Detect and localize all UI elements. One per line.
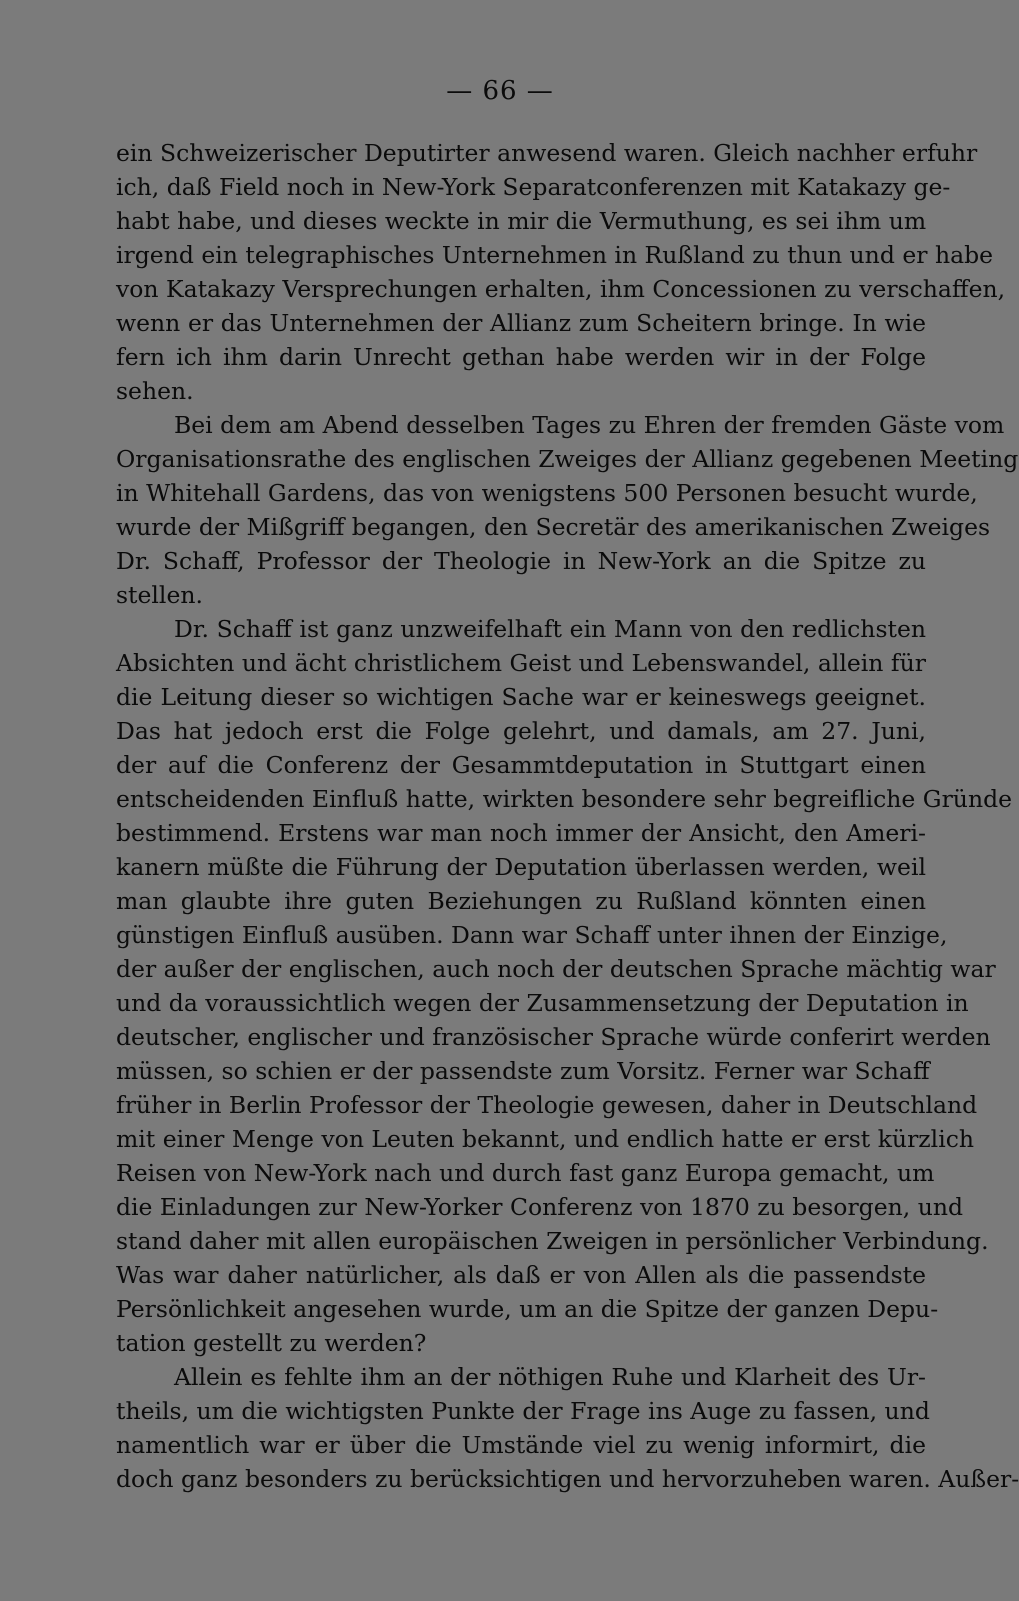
paragraph-3-line-7: bestimmend. Erstens war man noch immer der Ansicht, den Ameri- xyxy=(116,819,926,847)
paragraph-4-line-3: namentlich war er über die Umstände viel zu wenig informirt, die xyxy=(116,1431,926,1459)
paragraph-3-line-21: Persönlichkeit angesehen wurde, um an die Spitze der ganzen Depu- xyxy=(116,1295,939,1323)
paragraph-3-line-2: Absichten und ächt christlichem Geist und Lebenswandel, allein für xyxy=(116,649,926,677)
paragraph-3-line-1: Dr. Schaff ist ganz unzweifelhaft ein Mann von den redlichsten xyxy=(174,615,926,643)
paragraph-3-line-5: der auf die Conferenz der Gesammtdeputation in Stuttgart einen xyxy=(116,751,926,779)
paragraph-2-line-4: wurde der Mißgriff begangen, den Secretär des amerikanischen Zweiges xyxy=(116,513,991,541)
paragraph-2-line-6: stellen. xyxy=(116,581,203,609)
paragraph-1-line-4: irgend ein telegraphisches Unternehmen in Rußland zu thun und er habe xyxy=(116,241,994,269)
paragraph-1-line-7: fern ich ihm darin Unrecht gethan habe werden wir in der Folge xyxy=(116,343,926,371)
paragraph-1-line-3: habt habe, und dieses weckte in mir die Vermuthung, es sei ihm um xyxy=(116,207,927,235)
paragraph-3-line-3: die Leitung dieser so wichtigen Sache war er keineswegs geeignet. xyxy=(116,683,926,711)
page-number: — 66 — xyxy=(446,76,554,106)
paragraph-3-line-8: kanern müßte die Führung der Deputation überlassen werden, weil xyxy=(116,853,926,881)
paragraph-3-line-9: man glaubte ihre guten Beziehungen zu Rußland könnten einen xyxy=(116,887,926,915)
paragraph-3-line-6: entscheidenden Einfluß hatte, wirkten besondere sehr begreifliche Gründe xyxy=(116,785,1013,813)
paragraph-1-line-2: ich, daß Field noch in New-York Separatconferenzen mit Katakazy ge- xyxy=(116,173,951,201)
paragraph-4-line-4: doch ganz besonders zu berücksichtigen und hervorzuheben waren. Außer- xyxy=(116,1465,1019,1493)
paragraph-3-line-11: der außer der englischen, auch noch der deutschen Sprache mächtig war xyxy=(116,955,996,983)
paragraph-3-line-20: Was war daher natürlicher, als daß er von Allen als die passendste xyxy=(116,1261,926,1289)
paragraph-3-line-19: stand daher mit allen europäischen Zweigen in persönlicher Verbindung. xyxy=(116,1227,989,1255)
paragraph-3-line-13: deutscher, englischer und französischer Sprache würde conferirt werden xyxy=(116,1023,991,1051)
paragraph-3-line-15: früher in Berlin Professor der Theologie gewesen, daher in Deutschland xyxy=(116,1091,978,1119)
paragraph-4-line-2: theils, um die wichtigsten Punkte der Frage ins Auge zu fassen, und xyxy=(116,1397,930,1425)
paragraph-1-line-5: von Katakazy Versprechungen erhalten, ihm Concessionen zu verschaffen, xyxy=(116,275,1006,303)
paragraph-1-line-1: ein Schweizerischer Deputirter anwesend waren. Gleich nachher erfuhr xyxy=(116,139,978,167)
paragraph-2-line-2: Organisationsrathe des englischen Zweiges der Allianz gegebenen Meeting xyxy=(116,445,1019,473)
paragraph-3-line-12: und da voraussichtlich wegen der Zusammensetzung der Deputation in xyxy=(116,989,969,1017)
paragraph-3-line-10: günstigen Einfluß ausüben. Dann war Schaff unter ihnen der Einzige, xyxy=(116,921,948,949)
paragraph-3-line-16: mit einer Menge von Leuten bekannt, und endlich hatte er erst kürzlich xyxy=(116,1125,975,1153)
paragraph-4-line-1: Allein es fehlte ihm an der nöthigen Ruhe und Klarheit des Ur- xyxy=(174,1363,926,1391)
paragraph-3-line-17: Reisen von New-York nach und durch fast ganz Europa gemacht, um xyxy=(116,1159,935,1187)
paragraph-3-line-4: Das hat jedoch erst die Folge gelehrt, und damals, am 27. Juni, xyxy=(116,717,926,745)
paragraph-3-line-18: die Einladungen zur New-Yorker Conferenz von 1870 zu besorgen, und xyxy=(116,1193,964,1221)
paragraph-2-line-3: in Whitehall Gardens, das von wenigstens 500 Personen besucht wurde, xyxy=(116,479,978,507)
body-text xyxy=(116,136,1019,1496)
paragraph-3-line-14: müssen, so schien er der passendste zum Vorsitz. Ferner war Schaff xyxy=(116,1057,930,1085)
paragraph-1-line-6: wenn er das Unternehmen der Allianz zum Scheitern bringe. In wie xyxy=(116,309,926,337)
paragraph-2-line-5: Dr. Schaff, Professor der Theologie in New-York an die Spitze zu xyxy=(116,547,926,575)
paragraph-1-line-8: sehen. xyxy=(116,377,194,405)
paragraph-2-line-1: Bei dem am Abend desselben Tages zu Ehren der fremden Gäste vom xyxy=(174,411,1005,439)
paragraph-3-line-22: tation gestellt zu werden? xyxy=(116,1329,427,1357)
